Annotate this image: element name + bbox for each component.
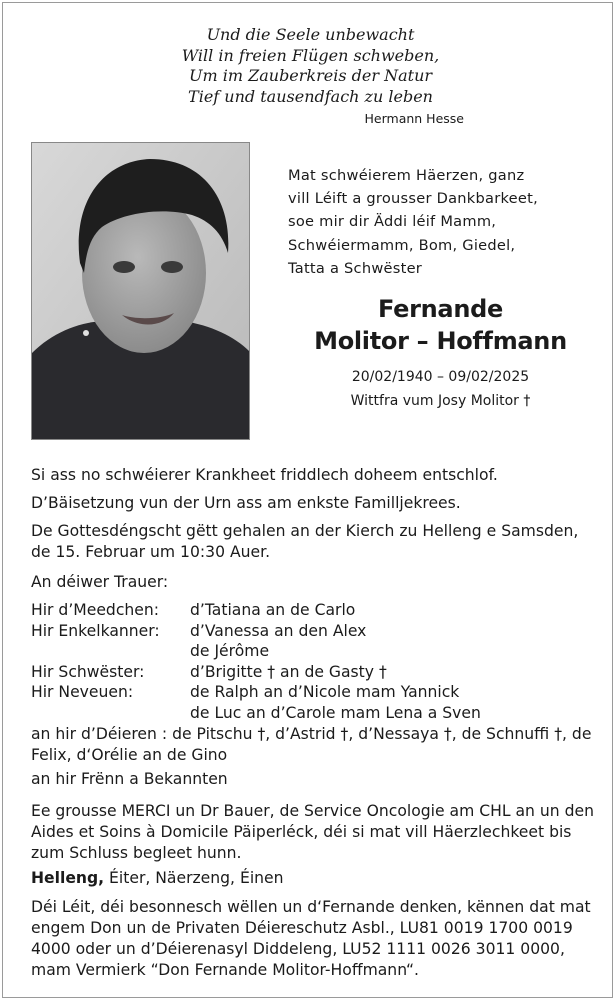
deceased-first-name: Fernande bbox=[378, 295, 503, 323]
mourner-label: Hir Neveuen: bbox=[31, 683, 134, 702]
portrait-image bbox=[32, 143, 250, 440]
poem-line: Und die Seele unbewacht bbox=[206, 25, 415, 44]
intro-line: Schwéiermamm, Bom, Giedel, bbox=[288, 236, 516, 254]
mourning-heading: An déiwer Trauer: bbox=[31, 573, 169, 591]
service-text: De Gottesdéngscht gëtt gehalen an der Kierch zu Helleng e Samsden, de 15. Februar um 10:30 Auer. bbox=[31, 522, 579, 561]
mourner-value: de Luc an d’Carole mam Lena a Sven bbox=[190, 703, 481, 722]
mourner-row bbox=[31, 662, 597, 683]
poem-line: Um im Zauberkreis der Natur bbox=[188, 66, 433, 85]
deceased-last-name: Molitor – Hoffmann bbox=[314, 327, 567, 355]
mourner-value: de Ralph an d’Nicole mam Yannick bbox=[190, 683, 460, 702]
poem-author: Hermann Hesse bbox=[364, 111, 464, 126]
mourner-row bbox=[31, 682, 597, 703]
intro-line: Tatta a Schwëster bbox=[288, 259, 423, 277]
thanks-text: Ee grousse MERCI un Dr Bauer, de Service Oncologie am CHL an un den Aides et Soins à Domicile Päiperléck, déi si mat vill Häerzlechkeet bis zum Schluss begleet hunn. bbox=[31, 802, 594, 862]
place-others: Éiter, Näerzeng, Éinen bbox=[104, 869, 284, 887]
places-line bbox=[31, 868, 597, 889]
mourner-label: Hir Enkelkanner: bbox=[31, 621, 160, 640]
mourner-row bbox=[31, 703, 597, 724]
intro-line: soe mir dir Äddi léif Mamm, bbox=[288, 213, 497, 231]
mourner-value: d’Vanessa an den Alex bbox=[190, 621, 367, 640]
mourner-value: d’Tatiana an de Carlo bbox=[190, 601, 356, 619]
mourner-value: de Jérôme bbox=[190, 642, 270, 661]
mourner-value: d’Brigitte † an de Gasty † bbox=[190, 662, 387, 681]
poem-line: Will in freien Flügen schweben, bbox=[181, 45, 440, 65]
place-main: Helleng, bbox=[31, 869, 105, 887]
mourners-list bbox=[31, 600, 597, 724]
mourner-label bbox=[31, 641, 190, 662]
mourner-label: Hir d’Meedchen: bbox=[31, 601, 160, 619]
poem bbox=[3, 25, 615, 107]
pets-text: an hir d’Déieren : de Pitschu †, d’Astrid †, d’Nessaya †, de Schnuffi †, de Felix, d‘Orélie an de Gino bbox=[31, 725, 592, 764]
mourner-row bbox=[31, 621, 597, 642]
poem-line: Tief und tausendfach zu leben bbox=[188, 86, 433, 106]
mourner-label bbox=[31, 703, 190, 724]
life-dates: 20/02/1940 – 09/02/2025 bbox=[351, 369, 530, 385]
burial-text: D’Bäisetzung vun der Urn ass am enkste Familljekrees. bbox=[31, 494, 461, 512]
intro-line: vill Léift a grousser Dankbarkeet, bbox=[288, 190, 538, 208]
friends-text: an hir Frënn a Bekannten bbox=[31, 770, 228, 788]
portrait-photo bbox=[31, 142, 250, 440]
donation-text: Déi Léit, déi besonnesch wëllen un d‘Fernande denken, kënnen dat mat engem Don un de Privaten Déiereschutz Asbl., LU81 0019 1700 0019 4000 oder un d’Déierenasyl Diddeleng, LU52 1111 0026 3011 0000, mam Vermierk “Don Fernande Molitor-Hoffmann“. bbox=[31, 898, 591, 979]
intro-line: Mat schwéierem Häerzen, ganz bbox=[288, 167, 525, 184]
mourner-row bbox=[31, 600, 597, 621]
widow-line: Wittfra vum Josy Molitor † bbox=[350, 393, 531, 409]
obituary-notice bbox=[2, 2, 613, 998]
mourner-label: Hir Schwëster: bbox=[31, 662, 145, 681]
passing-text: Si ass no schwéierer Krankheet friddlech doheem entschlof. bbox=[31, 466, 498, 484]
mourner-row bbox=[31, 641, 597, 662]
intro-text bbox=[288, 164, 593, 280]
